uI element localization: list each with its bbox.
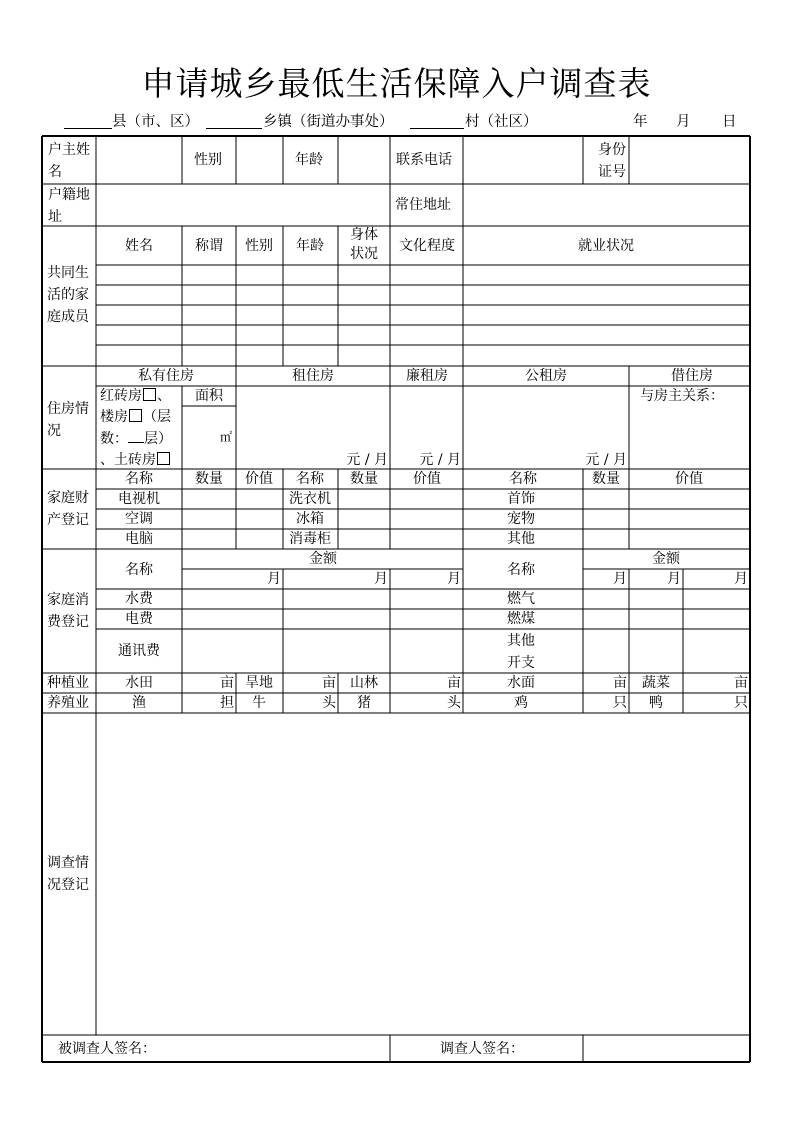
breeding-label: 养殖业: [47, 695, 89, 711]
consumption-amount-header-right: 金额: [652, 551, 680, 567]
id-number-field[interactable]: [630, 137, 749, 183]
property-qty-header-1: 数量: [195, 471, 223, 487]
residence-address-label: 常住地址: [395, 197, 451, 213]
public-rent-unit: 元 / 月: [585, 452, 627, 468]
phone-field[interactable]: [464, 137, 582, 183]
breeding-unit-5: 只: [734, 695, 748, 711]
survey-section-label: 调查情况登记: [47, 855, 89, 893]
red-brick-label: 红砖房: [100, 388, 142, 404]
survey-record-area[interactable]: [97, 714, 749, 1034]
members-section-label: 共同生活的家庭成员: [47, 265, 89, 325]
private-desc-line3: [100, 428, 172, 449]
building-label: 楼房: [100, 409, 128, 425]
property-item-washer: 洗衣机: [289, 491, 331, 507]
floors-label: 数：: [100, 431, 128, 447]
property-value-header-2: 价值: [413, 471, 441, 487]
planting-water-surface: 水面: [507, 675, 535, 691]
floors-close-label: 层）: [144, 431, 172, 447]
planting-unit-3: 亩: [447, 675, 461, 691]
breeding-unit-2: 头: [322, 695, 336, 711]
property-item-jewelry: 首饰: [507, 491, 535, 507]
property-item-tv: 电视机: [118, 491, 160, 507]
year-label: 年: [633, 114, 648, 130]
consumption-month-2: 月: [374, 571, 388, 587]
consumption-amount-header-left: 金额: [309, 551, 337, 567]
planting-unit-2: 亩: [322, 675, 336, 691]
red-brick-checkbox[interactable]: [143, 388, 156, 401]
consumption-month-3: 月: [447, 571, 461, 587]
property-value-header-1: 价值: [245, 471, 273, 487]
low-rent-unit: 元 / 月: [419, 452, 461, 468]
consumption-month-1: 月: [267, 571, 281, 587]
breeding-unit-1: 担: [220, 695, 234, 711]
breeding-chicken: 鸡: [514, 695, 528, 711]
consumption-electricity: 电费: [125, 611, 153, 627]
consumption-water: 水费: [125, 591, 153, 607]
breeding-cattle: 牛: [252, 695, 266, 711]
housing-type-borrowed: 借住房: [671, 368, 713, 384]
consumption-month-5: 月: [667, 571, 681, 587]
consumption-gas: 燃气: [507, 591, 535, 607]
planting-paddy: 水田: [125, 675, 153, 691]
consumption-section-label: 家庭消费登记: [47, 592, 89, 630]
separator-text: 、: [157, 388, 171, 404]
planting-label: 种植业: [47, 675, 89, 691]
property-item-computer: 电脑: [125, 531, 153, 547]
private-desc-line4: [100, 450, 171, 470]
relation-to-owner-label: 与房主关系：: [640, 388, 724, 404]
consumption-coal: 燃煤: [507, 611, 535, 627]
property-item-other: 其他: [507, 531, 535, 547]
floors-blank[interactable]: [128, 428, 144, 443]
consumption-name-header-left: 名称: [125, 562, 153, 578]
property-name-header-2: 名称: [296, 471, 324, 487]
property-item-ac: 空调: [125, 511, 153, 527]
householder-name-label: 户主姓名: [48, 142, 90, 180]
housing-type-public-rent: 公租房: [525, 368, 567, 384]
member-header-name: 姓名: [125, 238, 153, 254]
member-header-health: 身体状况: [350, 227, 378, 262]
building-checkbox[interactable]: [129, 409, 142, 422]
residence-address-field[interactable]: [464, 185, 749, 225]
member-header-relation: 称谓: [195, 238, 223, 254]
property-qty-header-3: 数量: [592, 471, 620, 487]
gender-label: 性别: [194, 152, 222, 168]
consumption-month-6: 月: [734, 571, 748, 587]
breeding-unit-3: 头: [447, 695, 461, 711]
household-reg-address-field[interactable]: [97, 185, 389, 225]
property-name-header-1: 名称: [125, 471, 153, 487]
breeding-duck: 鸭: [649, 695, 663, 711]
mud-brick-checkbox[interactable]: [157, 452, 170, 465]
property-item-pet: 宠物: [507, 511, 535, 527]
property-section-label: 家庭财产登记: [47, 490, 89, 528]
breeding-pig: 猪: [357, 695, 371, 711]
surveyor-signature-label: 调查人签名：: [440, 1041, 524, 1057]
consumption-month-4: 月: [613, 571, 627, 587]
village-label: 村（社区）: [465, 114, 538, 130]
surveyor-signature-field[interactable]: [584, 1036, 749, 1061]
property-name-header-3: 名称: [509, 471, 537, 487]
respondent-signature-field[interactable]: [200, 1036, 389, 1061]
phone-label: 联系电话: [396, 152, 452, 168]
member-header-education: 文化程度: [399, 238, 455, 254]
form-title: 申请城乡最低生活保障入户调查表: [141, 64, 652, 103]
householder-name-field[interactable]: [97, 137, 181, 183]
planting-unit-1: 亩: [220, 675, 234, 691]
private-desc-line2: [100, 407, 171, 427]
age-label: 年龄: [295, 152, 323, 168]
property-qty-header-2: 数量: [350, 471, 378, 487]
mud-brick-label: 、土砖房: [100, 452, 156, 468]
housing-type-low-rent: 廉租房: [406, 368, 448, 384]
consumption-telecom: 通讯费: [118, 643, 160, 659]
consumption-name-header-right: 名称: [507, 562, 535, 578]
planting-unit-5: 亩: [734, 675, 748, 691]
respondent-signature-label: 被调查人签名：: [58, 1041, 156, 1057]
private-desc-line1: [100, 386, 171, 406]
property-item-fridge: 冰箱: [296, 511, 324, 527]
area-label: 面积: [195, 388, 223, 404]
member-header-gender: 性别: [245, 238, 273, 254]
breeding-unit-4: 只: [613, 695, 627, 711]
member-header-employment: 就业状况: [578, 238, 634, 254]
breeding-fish: 渔: [132, 695, 146, 711]
area-unit: ㎡: [220, 430, 233, 444]
consumption-other: 其他开支: [507, 633, 535, 671]
property-value-header-3: 价值: [675, 471, 703, 487]
housing-type-rented: 租住房: [292, 368, 334, 384]
id-number-label: 身份证号: [598, 142, 626, 180]
property-item-sterilizer: 消毒柜: [289, 531, 331, 547]
planting-dryland: 旱地: [245, 675, 273, 691]
household-reg-address-label: 户籍地址: [48, 187, 90, 225]
day-label: 日: [722, 114, 737, 130]
member-header-age: 年龄: [296, 238, 324, 254]
rented-rent-unit: 元 / 月: [346, 452, 388, 468]
housing-section-label: 住房情况: [47, 401, 89, 439]
planting-unit-4: 亩: [613, 675, 627, 691]
month-label: 月: [676, 114, 691, 130]
planting-vegetables: 蔬菜: [642, 675, 670, 691]
county-label: 县（市、区）: [112, 114, 199, 130]
township-label: 乡镇（街道办事处）: [263, 114, 394, 130]
housing-type-private: 私有住房: [138, 368, 194, 384]
floors-open-label: （层: [143, 409, 171, 425]
planting-forest: 山林: [350, 675, 378, 691]
